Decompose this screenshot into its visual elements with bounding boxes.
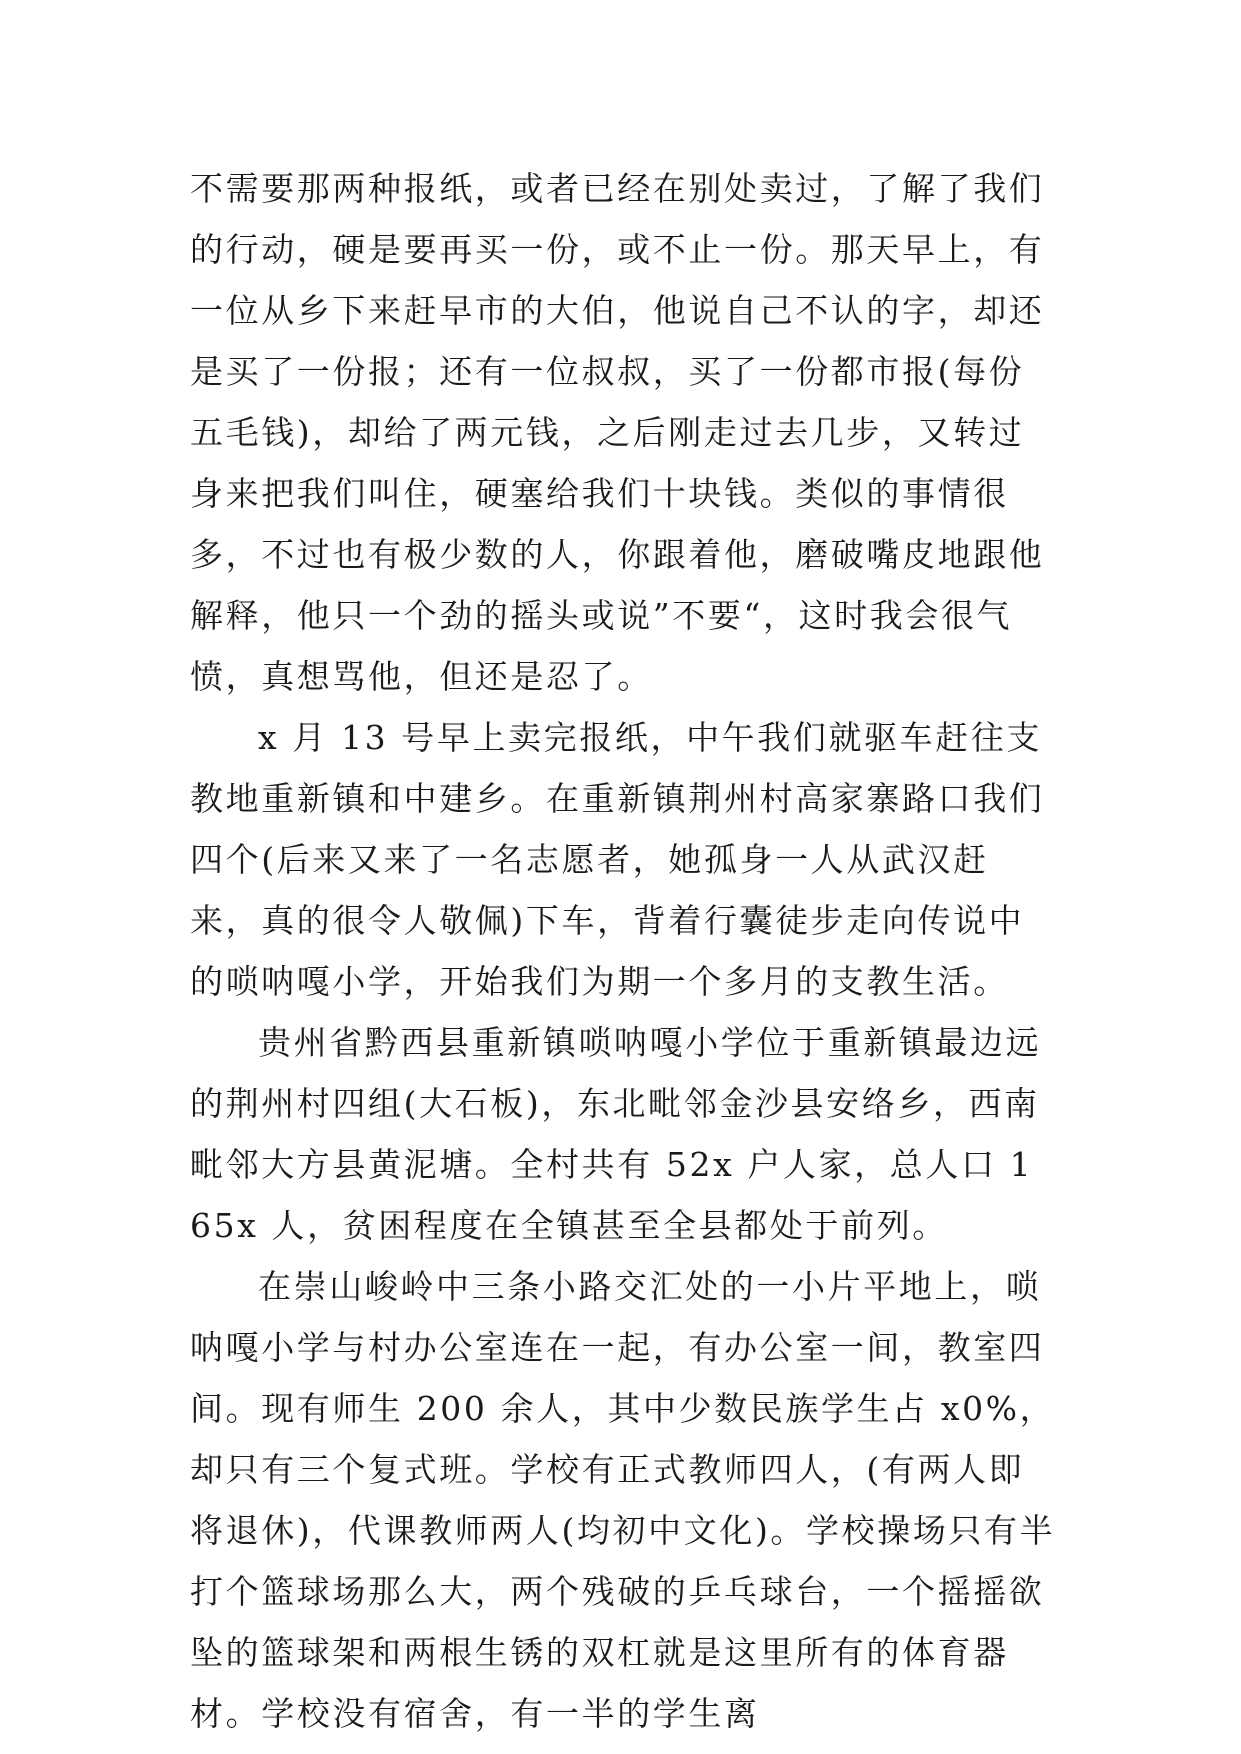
paragraph-3: 贵州省黔西县重新镇唢呐嘎小学位于重新镇最边远的荆州村四组(大石板)，东北毗邻金沙县安络乡，西南毗邻大方县黄泥塘。全村共有 52x 户人家，总人口 165x 人，贫困程度在全镇甚至全县都处于前列。 [190, 1023, 1042, 1245]
document-body [190, 158, 1056, 1744]
paragraph-2: x 月 13 号早上卖完报纸，中午我们就驱车赶往支教地重新镇和中建乡。在重新镇荆州村高家寨路口我们四个(后来又来了一名志愿者，她孤身一人从武汉赶来，真的很令人敬佩)下车，背着行囊徒步走向传说中的唢呐嘎小学，开始我们为期一个多月的支教生活。 [190, 718, 1045, 1001]
paragraph-1: 不需要那两种报纸，或者已经在别处卖过，了解了我们的行动，硬是要再买一份，或不止一份。那天早上，有一位从乡下来赶早市的大伯，他说自己不认的字，却还是买了一份报；还有一位叔叔，买了一份都市报(每份五毛钱)，却给了两元钱，之后刚走过去几步，又转过身来把我们叫住，硬塞给我们十块钱。类似的事情很多，不过也有极少数的人，你跟着他，磨破嘴皮地跟他解释，他只一个劲的摇头或说”不要“，这时我会很气愤，真想骂他，但还是忍了。 [190, 169, 1045, 696]
paragraph-4: 在崇山峻岭中三条小路交汇处的一小片平地上，唢呐嘎小学与村办公室连在一起，有办公室一间，教室四间。现有师生 200 余人，其中少数民族学生占 x0%，却只有三个复式班。学校有正式教师四人，(有两人即将退休)，代课教师两人(均初中文化)。学校操场只有半打个篮球场那么大，两个残破的乒乓球台，一个摇摇欲坠的篮球架和两根生锈的双杠就是这里所有的体育器材。学校没有宿舍，有一半的学生离 [190, 1267, 1056, 1733]
